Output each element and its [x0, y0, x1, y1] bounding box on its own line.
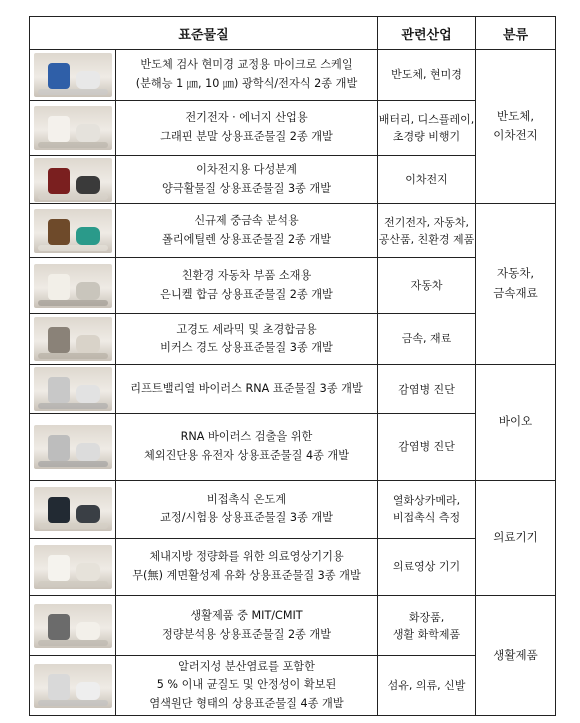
industry-line: 초경량 비행기: [392, 129, 461, 143]
header-material: 표준물질: [30, 17, 378, 50]
table-row: [30, 480, 556, 538]
table-row: [30, 203, 556, 258]
table-row: [30, 596, 556, 656]
category-line: 반도체,: [497, 108, 534, 123]
description-line: 은니켈 합금 상용표준물질 2종 개발: [160, 287, 333, 301]
description-line: (분해능 1 ㎛, 10 ㎛) 광학식/전자식 2종 개발: [135, 76, 358, 90]
related-industry: [378, 203, 476, 258]
medical-imaging-vials-photo: [34, 545, 112, 589]
blackbody-thermometer-photo: [34, 487, 112, 531]
rna-gene-pouch-photo: [34, 425, 112, 469]
category-line: 자동차,: [497, 266, 534, 281]
material-description: [116, 364, 378, 413]
related-industry: [378, 364, 476, 413]
description-line: RNA 바이러스 검출을 위한: [180, 430, 313, 444]
industry-line: 전기전자, 자동차,: [384, 215, 469, 229]
description-line: 비접촉식 온도계: [206, 492, 287, 506]
industry-line: 배터리, 디스플레이,: [378, 112, 475, 126]
description-line: 이차전지용 다성분계: [196, 163, 297, 177]
description-line: 폴리에틸렌 상용표준물질 2종 개발: [161, 232, 332, 246]
description-line: 반도체 검사 현미경 교정용 마이크로 스케일: [140, 58, 353, 72]
description-line: 무(無) 계면활성제 유화 상용표준물질 3종 개발: [132, 568, 361, 582]
photo-cell: [30, 538, 116, 596]
related-industry: [378, 480, 476, 538]
table-row: [30, 50, 556, 101]
description-line: 고경도 세라믹 및 초경합금용: [176, 322, 317, 336]
photo-cell: [30, 480, 116, 538]
description-line: 비커스 경도 상용표준물질 3종 개발: [160, 341, 333, 355]
description-line: 신규제 중금속 분석용: [194, 214, 299, 228]
photo-cell: [30, 656, 116, 716]
photo-cell: [30, 203, 116, 258]
category-line: 생활제품: [493, 647, 538, 662]
related-industry: [378, 50, 476, 101]
description-line: 5 % 이내 균질도 및 안정성이 확보된: [156, 678, 337, 692]
material-description: [116, 156, 378, 203]
description-line: 친환경 자동차 부품 소재용: [181, 269, 312, 283]
photo-cell: [30, 156, 116, 203]
related-industry: [378, 258, 476, 314]
industry-line: 감염병 진단: [398, 382, 455, 396]
material-description: [116, 414, 378, 480]
photo-cell: [30, 50, 116, 101]
category-line: 이차전지: [493, 128, 538, 143]
material-description: [116, 258, 378, 314]
industry-line: 자동차: [410, 279, 443, 293]
category-cell: [476, 596, 556, 716]
photo-cell: [30, 414, 116, 480]
category-line: 금속재료: [493, 285, 538, 300]
industry-line: 비접촉식 측정: [392, 511, 461, 525]
header-industry: 관련산업: [378, 17, 476, 50]
category-cell: [476, 50, 556, 204]
photo-cell: [30, 100, 116, 156]
photo-cell: [30, 314, 116, 365]
related-industry: [378, 314, 476, 365]
industry-line: 섬유, 의류, 신발: [387, 679, 466, 693]
material-description: [116, 480, 378, 538]
related-industry: [378, 100, 476, 156]
related-industry: [378, 156, 476, 203]
photo-cell: [30, 596, 116, 656]
material-description: [116, 596, 378, 656]
industry-line: 감염병 진단: [398, 440, 455, 454]
table-header-row: [30, 17, 556, 50]
material-description: [116, 656, 378, 716]
material-description: [116, 203, 378, 258]
description-line: 그래핀 분말 상용표준물질 2종 개발: [160, 129, 333, 143]
industry-line: 생활 화학제품: [392, 627, 461, 641]
material-description: [116, 100, 378, 156]
description-line: 전기전자 · 에너지 산업용: [185, 111, 308, 125]
description-line: 리프트밸리열 바이러스 RNA 표준물질 3종 개발: [130, 381, 363, 395]
industry-line: 이차전지: [405, 172, 448, 186]
mit-cmit-bottle-photo: [34, 604, 112, 648]
rna-foil-pouch-photo: [34, 367, 112, 411]
dye-fabric-pouch-photo: [34, 664, 112, 708]
material-description: [116, 538, 378, 596]
cathode-material-photo: [34, 158, 112, 202]
header-category: 분류: [476, 17, 556, 50]
industry-line: 공산품, 친환경 제품: [378, 232, 475, 246]
table-row: [30, 364, 556, 413]
category-cell: [476, 480, 556, 596]
description-line: 정량분석용 상용표준물질 2종 개발: [161, 627, 332, 641]
description-line: 체내지방 정량화를 위한 의료영상기기용: [149, 550, 344, 564]
related-industry: [378, 596, 476, 656]
ceramic-block-photo: [34, 317, 112, 361]
industry-line: 금속, 재료: [401, 332, 452, 346]
photo-cell: [30, 258, 116, 314]
description-line: 염색원단 형태의 상용표준물질 4종 개발: [149, 696, 344, 710]
description-line: 교정/시험용 상용표준물질 3종 개발: [160, 511, 333, 525]
industry-line: 열화상카메라,: [392, 494, 461, 507]
photo-cell: [30, 364, 116, 413]
description-line: 체외진단용 유전자 상용표준물질 4종 개발: [143, 448, 350, 462]
alloy-powder-jar-photo: [34, 264, 112, 308]
polyethylene-disc-photo: [34, 209, 112, 253]
related-industry: [378, 538, 476, 596]
description-line: 양극활물질 상용표준물질 3종 개발: [161, 181, 332, 195]
industry-line: 화장품,: [408, 610, 445, 624]
graphene-powder-photo: [34, 106, 112, 150]
standard-materials-table: [29, 16, 556, 716]
industry-line: 반도체, 현미경: [391, 68, 462, 82]
description-line: 생활제품 중 MIT/CMIT: [190, 609, 303, 623]
industry-line: 의료영상 기기: [392, 560, 461, 574]
material-description: [116, 50, 378, 101]
related-industry: [378, 656, 476, 716]
microscope-scale-photo: [34, 53, 112, 97]
category-line: 의료기기: [493, 530, 538, 545]
category-cell: [476, 364, 556, 480]
related-industry: [378, 414, 476, 480]
description-line: 알러지성 분산염료를 포함한: [178, 659, 315, 673]
category-cell: [476, 203, 556, 364]
category-line: 바이오: [498, 414, 533, 429]
material-description: [116, 314, 378, 365]
